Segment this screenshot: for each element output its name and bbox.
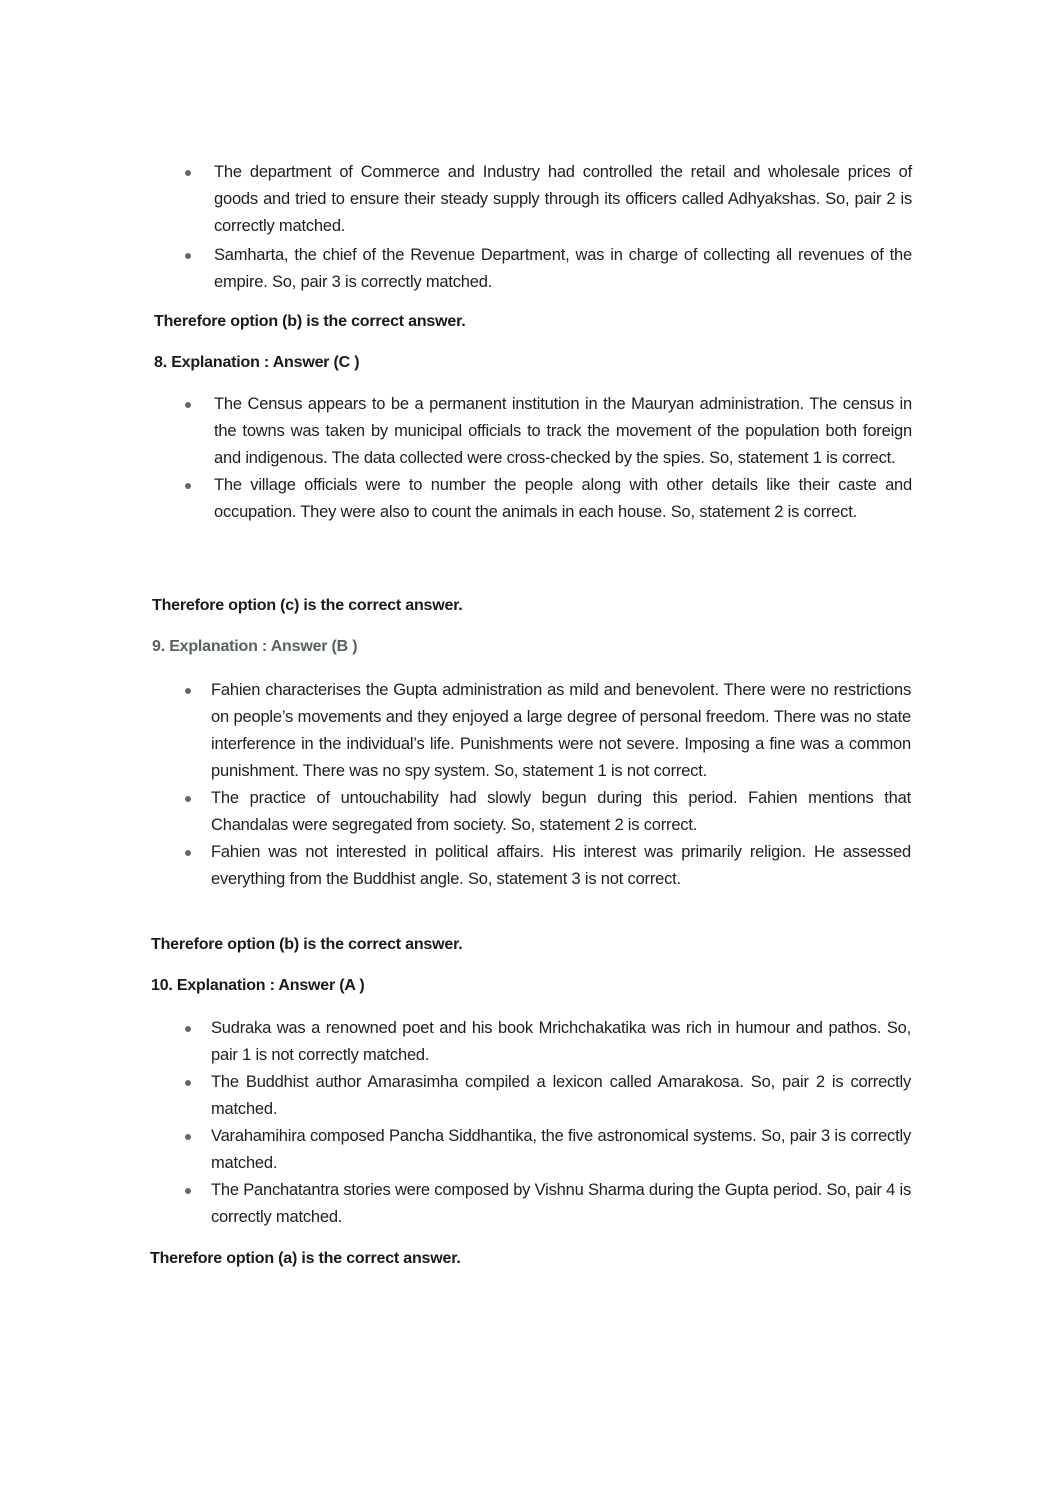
bullet-icon xyxy=(185,483,191,489)
bullet-icon xyxy=(185,170,191,176)
bullet-item: The Buddhist author Amarasimha compiled a lexicon called Amarakosa. So, pair 2 is correctly matched. xyxy=(0,1069,911,1123)
q8-bullets xyxy=(0,391,1058,526)
bullet-item: The Panchatantra stories were composed by Vishnu Sharma during the Gupta period. So, pair 4 is correctly matched. xyxy=(0,1177,911,1231)
q10-bullets xyxy=(0,1015,1058,1231)
bullet-icon xyxy=(185,1134,191,1140)
q7-continuation xyxy=(0,159,1058,296)
bullet-icon xyxy=(185,1188,191,1194)
q10-conclusion: Therefore option (a) is the correct answer. xyxy=(150,1250,461,1267)
bullet-item: The practice of untouchability had slowly begun during this period. Fahien mentions that Chandalas were segregated from society. So, statement 2 is correct. xyxy=(0,785,911,839)
q8-heading: 8. Explanation : Answer (C ) xyxy=(154,354,360,371)
q9-heading: 9. Explanation : Answer (B ) xyxy=(152,638,358,655)
q9-conclusion: Therefore option (b) is the correct answer. xyxy=(151,936,463,953)
bullet-icon xyxy=(185,850,191,856)
bullet-icon xyxy=(185,688,191,694)
bullet-icon xyxy=(185,796,191,802)
bullet-icon xyxy=(185,1026,191,1032)
bullet-item: Fahien was not interested in political affairs. His interest was primarily religion. He assessed everything from the Buddhist angle. So, statement 3 is not correct. xyxy=(0,839,911,893)
q7-conclusion: Therefore option (b) is the correct answer. xyxy=(154,313,466,330)
q8-conclusion: Therefore option (c) is the correct answer. xyxy=(152,597,463,614)
bullet-icon xyxy=(185,1080,191,1086)
bullet-item: Samharta, the chief of the Revenue Department, was in charge of collecting all revenues of the empire. So, pair 3 is correctly matched. xyxy=(0,242,912,296)
bullet-item: Fahien characterises the Gupta administration as mild and benevolent. There were no restrictions on people’s movements and they enjoyed a large degree of personal freedom. There was no state interference in the individual’s life. Punishments were not severe. Imposing a fine was a common punishment. There was no spy system. So, statement 1 is not correct. xyxy=(0,677,911,785)
q10-heading: 10. Explanation : Answer (A ) xyxy=(151,977,365,994)
bullet-icon xyxy=(185,402,191,408)
bullet-item: The village officials were to number the people along with other details like their caste and occupation. They were also to count the animals in each house. So, statement 2 is correct. xyxy=(0,472,912,526)
bullet-item: The Census appears to be a permanent institution in the Mauryan administration. The census in the towns was taken by municipal officials to track the movement of the population both foreign and indigenous. The data collected were cross-checked by the spies. So, statement 1 is correct. xyxy=(0,391,912,472)
bullet-item: The department of Commerce and Industry had controlled the retail and wholesale prices of goods and tried to ensure their steady supply through its officers called Adhyakshas. So, pair 2 is correctly matched. xyxy=(0,159,912,240)
q9-bullets xyxy=(0,677,1058,893)
bullet-item: Varahamihira composed Pancha Siddhantika, the five astronomical systems. So, pair 3 is correctly matched. xyxy=(0,1123,911,1177)
bullet-item: Sudraka was a renowned poet and his book Mrichchakatika was rich in humour and pathos. So, pair 1 is not correctly matched. xyxy=(0,1015,911,1069)
bullet-icon xyxy=(185,253,191,259)
